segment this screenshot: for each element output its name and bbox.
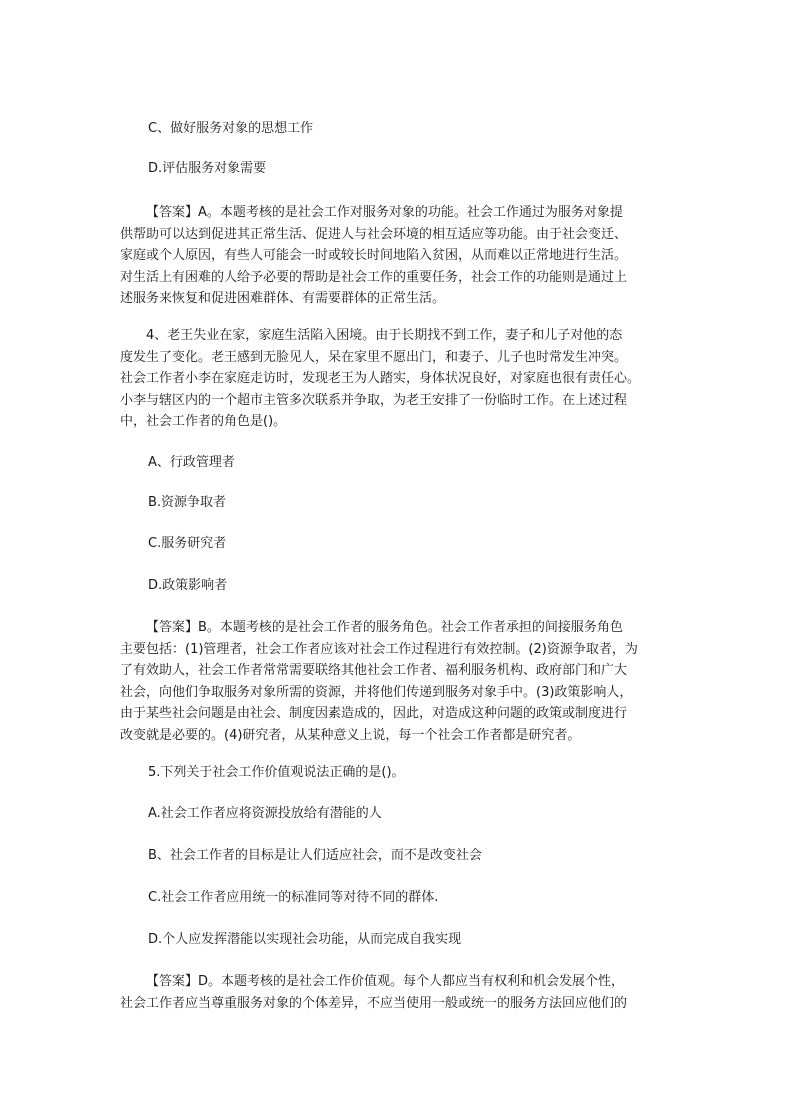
answer-line: 由于某些社会问题是由社会、制度因素造成的，因此，对造成这种问题的政策或制度进行: [120, 706, 628, 721]
answer-line: 改变就是必要的。(4)研究者，从某种意义上说，每一个社会工作者都是研究者。: [120, 727, 581, 743]
stem-line: 社会工作者小李在家庭走访时，发现老王为人踏实，身体状况良好，对家庭也很有责任心。: [120, 371, 641, 386]
q4-option-a: A、行政管理者: [148, 455, 235, 470]
q5-option-c: C.社会工作者应用统一的标准同等对待不同的群体.: [148, 890, 439, 905]
answer-line: 家庭或个人原因，有些人可能会一时或较长时间地陷入贫困，从而难以正常地进行生活。: [120, 248, 628, 263]
q4-answer-paragraph: [120, 617, 680, 746]
q4-option-d: D.政策影响者: [148, 578, 228, 593]
answer-line: 了有效助人，社会工作者常常需要联络其他社会工作者、福利服务机构、政府部门和广大: [120, 663, 628, 678]
answer-line: 对生活上有困难的人给予必要的帮助是社会工作的重要任务，社会工作的功能则是通过上: [120, 269, 628, 285]
answer-line: 【答案】D。本题考核的是社会工作价值观。每个人都应当有权利和机会发展个性，: [146, 974, 625, 989]
q5-option-b: B、社会工作者的目标是让人们适应社会，而不是改变社会: [148, 848, 482, 863]
q4-question-stem: [120, 325, 680, 433]
q5-option-d: D.个人应发挥潜能以实现社会功能，从而完成自我实现: [148, 932, 462, 947]
q4-option-b: B.资源争取者: [148, 495, 227, 510]
stem-line: 4、老王失业在家，家庭生活陷入困境。由于长期找不到工作，妻子和儿子对他的态: [146, 328, 623, 343]
q3-answer-paragraph: [120, 202, 680, 310]
q5-question-stem: 5.下列关于社会工作价值观说法正确的是()。: [148, 765, 405, 780]
stem-line: 小李与辖区内的一个超市主管多次联系并争取，为老王安排了一份临时工作。在上述过程: [120, 392, 628, 408]
answer-line: 社会工作者应当尊重服务对象的个体差异，不应当使用一般或统一的服务方法回应他们的: [120, 995, 628, 1011]
answer-line: 【答案】B。本题考核的是社会工作者的服务角色。社会工作者承担的间接服务角色: [146, 620, 623, 635]
q3-option-d: D.评估服务对象需要: [148, 161, 267, 176]
answer-line: 【答案】A。本题考核的是社会工作对服务对象的功能。社会工作通过为服务对象提: [146, 205, 623, 220]
answer-line: 供帮助可以达到促进其正常生活、促进人与社会环境的相互适应等功能。由于社会变迁、: [120, 226, 628, 242]
q3-option-c: C、做好服务对象的思想工作: [148, 121, 314, 136]
answer-line: 社会，向他们争取服务对象所需的资源，并将他们传递到服务对象手中。(3)政策影响人，: [120, 684, 633, 700]
answer-line: 述服务来恢复和促进困难群体、有需要群体的正常生活。: [120, 291, 446, 306]
stem-line: 度发生了变化。老王感到无脸见人，呆在家里不愿出门，和妻子、儿子也时常发生冲突。: [120, 349, 628, 365]
q5-option-a: A.社会工作者应将资源投放给有潜能的人: [148, 806, 382, 821]
stem-line: 中，社会工作者的角色是()。: [120, 414, 287, 429]
q4-option-c: C.服务研究者: [148, 536, 227, 551]
q5-answer-paragraph: [120, 971, 680, 1014]
answer-line: 主要包括：(1)管理者，社会工作者应该对社会工作过程进行有效控制。(2)资源争取者，为: [120, 641, 638, 657]
